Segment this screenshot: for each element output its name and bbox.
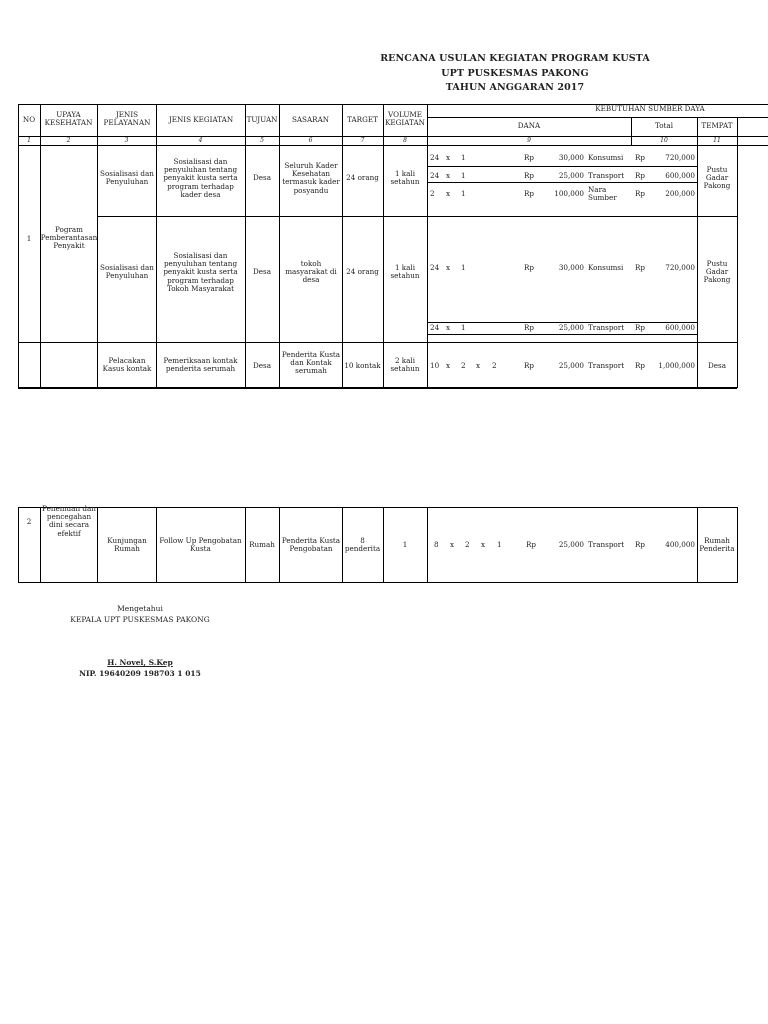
dana-rp: Rp: [524, 153, 535, 162]
s2top-mult: 2: [461, 361, 466, 370]
dana-total: 200,000: [665, 189, 695, 198]
dana-q: 24: [430, 263, 440, 272]
col-number: 6: [308, 137, 313, 144]
dana-q: 24: [430, 171, 440, 180]
s2-sasaran: Penderita Kusta Pengobatan: [281, 536, 341, 554]
s2-rp: Rp: [526, 540, 537, 549]
dana-m: 1: [461, 263, 466, 272]
col-dana-header: DANA: [517, 121, 541, 130]
s2top-qty: 10: [430, 361, 440, 370]
s2-jenis-kegiatan: Follow Up Pengobatan Kusta: [159, 536, 242, 554]
dana-item: Transport: [588, 323, 625, 332]
col-target-header: TARGET: [347, 115, 378, 124]
dana-rp: Rp: [524, 189, 535, 198]
signature-jabatan: KEPALA UPT PUSKESMAS PAKONG: [70, 615, 210, 624]
dana-m: 1: [461, 171, 466, 180]
s2top-total: 1,000,000: [658, 361, 695, 370]
dana-m: 1: [461, 323, 466, 332]
act2-jenis-pelayanan: Sosialisasi dan Penyuluhan: [100, 263, 154, 281]
s2-item: Transport: [588, 540, 625, 549]
act1-tempat: Pustu Gadar Pakong: [703, 165, 731, 191]
col-jenis-pelayanan-header: JENIS PELAYANAN: [103, 110, 151, 128]
s2-no: 2: [26, 517, 32, 526]
dana-rp2: Rp: [635, 323, 646, 332]
s2-upaya-kesehatan: Penemuan dan pencegahan dini secara efektif: [42, 504, 96, 538]
s2top-rp2: Rp: [635, 361, 646, 370]
col-tempat-header: TEMPAT: [701, 121, 733, 130]
dana-total: 600,000: [665, 323, 695, 332]
s2top-target: 10 kontak: [344, 361, 381, 370]
s2-x2: x: [481, 540, 486, 549]
col-number: 1: [27, 137, 31, 144]
s2-tujuan: Rumah: [249, 540, 275, 549]
act1-volume: 1 kali setahun: [390, 169, 420, 187]
s2top-x: x: [446, 361, 451, 370]
s2-rp2: Rp: [635, 540, 646, 549]
dana-rp2: Rp: [635, 189, 646, 198]
dana-rp2: Rp: [635, 153, 646, 162]
dana-x: x: [446, 263, 451, 272]
act1-jenis-pelayanan: Sosialisasi dan Penyuluhan: [100, 169, 154, 187]
col-number: 11: [713, 137, 721, 144]
dana-rp2: Rp: [635, 171, 646, 180]
s2-total: 400,000: [665, 540, 695, 549]
s2top-tempat: Desa: [708, 361, 726, 370]
s2top-jenis-kegiatan: Pemeriksaan kontak penderita serumah: [163, 356, 238, 374]
col-number: 9: [527, 137, 531, 144]
dana-q: 24: [430, 153, 440, 162]
doc-title-line2: UPT PUSKESMAS PAKONG: [441, 68, 589, 79]
dana-amount: 25,000: [558, 171, 584, 180]
dana-amount: 30,000: [558, 263, 584, 272]
dana-amount: 100,000: [554, 189, 584, 198]
s2top-jenis-pelayanan: Pelacakan Kasus kontak: [102, 356, 152, 374]
dana-total: 720,000: [665, 263, 695, 272]
col-number: 4: [198, 137, 203, 144]
signature-mengetahui: Mengetahui: [117, 604, 163, 613]
act2-target: 24 orang: [346, 267, 379, 276]
dana-item: Konsumsi: [588, 263, 624, 272]
s2-mult2: 1: [497, 540, 502, 549]
s2top-volume: 2 kali setahun: [390, 356, 420, 374]
dana-item: Transport: [588, 171, 625, 180]
s2-jenis-pelayanan: Kunjungan Rumah: [107, 536, 147, 554]
s2top-rp: Rp: [524, 361, 535, 370]
s2top-x2: x: [476, 361, 481, 370]
act2-sasaran: tokoh masyarakat di desa: [285, 259, 337, 285]
row-upaya-kesehatan: Pogram Pemberantasan Penyakit: [40, 225, 98, 251]
act1-target: 24 orang: [346, 173, 379, 182]
s2top-item: Transport: [588, 361, 625, 370]
dana-rp: Rp: [524, 171, 535, 180]
s2top-mult2: 2: [492, 361, 497, 370]
dana-total: 600,000: [665, 171, 695, 180]
s2top-tujuan: Desa: [253, 361, 271, 370]
dana-rp2: Rp: [635, 263, 646, 272]
row-no: 1: [26, 234, 32, 243]
dana-x: x: [446, 171, 451, 180]
col-jenis-kegiatan-header: JENIS KEGIATAN: [168, 115, 234, 124]
act1-tujuan: Desa: [253, 173, 271, 182]
col-kebutuhan-header: KEBUTUHAN SUMBER DAYA: [595, 104, 705, 113]
s2-volume: 1: [402, 540, 408, 549]
dana-m: 1: [461, 153, 466, 162]
dana-rp: Rp: [524, 263, 535, 272]
col-number: 2: [66, 137, 71, 144]
dana-m: 1: [461, 189, 466, 198]
col-sasaran-header: SASARAN: [291, 115, 330, 124]
act2-volume: 1 kali setahun: [390, 263, 420, 281]
dana-amount: 30,000: [558, 153, 584, 162]
signature-nama: H. Novel, S.Kep: [107, 658, 173, 667]
s2-tempat: Rumah Penderita: [699, 536, 735, 554]
dana-x: x: [446, 189, 451, 198]
doc-title-line3: TAHUN ANGGARAN 2017: [445, 82, 585, 93]
col-number: 3: [124, 137, 129, 144]
dana-total: 720,000: [665, 153, 695, 162]
act2-tujuan: Desa: [253, 267, 271, 276]
col-no-header: NO: [22, 115, 36, 124]
s2-x: x: [450, 540, 455, 549]
act1-jenis-kegiatan: Sosialisasi dan penyuluhan tentang penyakit kusta serta program terhadap kader desa: [163, 157, 238, 199]
col-tujuan-header: TUJUAN: [246, 115, 278, 124]
act2-tempat: Pustu Gadar Pakong: [703, 259, 731, 285]
dana-x: x: [446, 153, 451, 162]
s2top-amount: 25,000: [558, 361, 584, 370]
s2-target: 8 penderita: [344, 536, 381, 554]
col-number: 7: [360, 137, 365, 144]
col-number: 10: [660, 137, 668, 144]
s2top-sasaran: Penderita Kusta dan Kontak serumah: [281, 350, 341, 376]
s2-mult: 2: [465, 540, 470, 549]
act2-jenis-kegiatan: Sosialisasi dan penyuluhan tentang penyakit kusta serta program terhadap Tokoh Masyarakat: [163, 251, 238, 293]
dana-q: 2: [430, 189, 435, 198]
signature-nip: NIP. 19640209 198703 1 015: [79, 669, 201, 678]
doc-title-line1: RENCANA USULAN KEGIATAN PROGRAM KUSTA: [380, 53, 650, 64]
col-number: 8: [403, 137, 407, 144]
col-number: 5: [260, 137, 264, 144]
dana-x: x: [446, 323, 451, 332]
s2-amount: 25,000: [558, 540, 584, 549]
dana-item: Nara Sumber: [588, 185, 617, 203]
dana-rp: Rp: [524, 323, 535, 332]
dana-q: 24: [430, 323, 440, 332]
col-total-header: Total: [654, 121, 674, 130]
dana-amount: 25,000: [558, 323, 584, 332]
col-upaya-header: UPAYA KESEHATAN: [44, 110, 93, 128]
act1-sasaran: Seluruh Kader Kesehatan termasuk kader posyandu: [282, 161, 340, 195]
col-volume-header: VOLUME KEGIATAN: [385, 110, 425, 128]
s2-qty: 8: [434, 540, 439, 549]
dana-item: Konsumsi: [588, 153, 624, 162]
